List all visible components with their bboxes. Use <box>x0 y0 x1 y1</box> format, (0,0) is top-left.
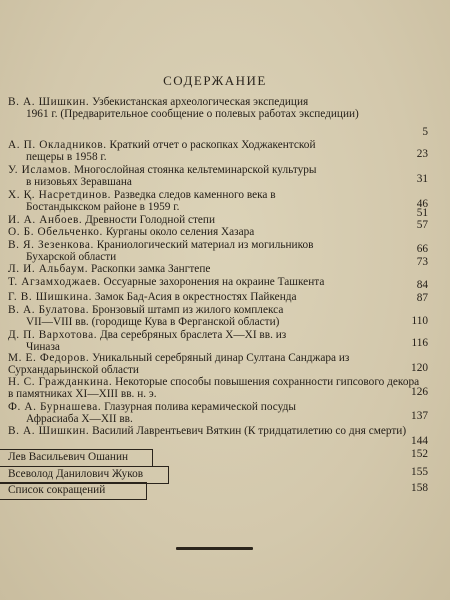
toc-author: И. А. Анбоев. <box>8 214 83 226</box>
toc-title-continued: Чиназа <box>26 341 60 354</box>
toc-page-number: 144 <box>411 435 428 447</box>
toc-page-number: 110 <box>411 315 428 327</box>
toc-author: Т. Агзамходжаев. <box>8 276 101 288</box>
toc-title: Два серебряных браслета Х—XI вв. из <box>99 329 287 341</box>
toc-entry-text <box>8 291 420 303</box>
toc-author: В. Я. Зезенкова. <box>8 239 94 251</box>
toc-author: О. Б. Обельченко. <box>8 226 103 238</box>
toc-page-number: 152 <box>411 448 428 460</box>
toc-title-continued: VII—VIII вв. (городище Кува в Ферганской области) <box>26 316 280 329</box>
page-heading: СОДЕРЖАНИЕ <box>163 73 267 88</box>
toc-title: Краткий отчет о раскопках Ходжакентской <box>109 139 316 151</box>
toc-title-continued: пещеры в 1958 г. <box>26 151 107 164</box>
toc-page-number: 51 <box>416 207 428 219</box>
toc-entry-text <box>8 96 420 121</box>
toc-entry-text <box>8 376 420 401</box>
toc-title: Всеволод Данилович Жуков <box>8 468 144 480</box>
end-rule <box>176 547 253 550</box>
toc-title-continued: Бухарской области <box>26 251 117 264</box>
toc-entry-text <box>8 425 420 437</box>
toc-entry-text <box>8 214 420 226</box>
toc-author: М. Е. Федоров. <box>8 352 90 364</box>
toc-page-number: 57 <box>416 219 428 231</box>
toc-author: Д. П. Вархотова. <box>8 329 98 341</box>
toc-title-continued: Афрасиаба Х—XII вв. <box>26 413 133 426</box>
toc-page-number: 137 <box>411 410 428 422</box>
toc-entry-text <box>8 263 420 275</box>
toc-entry-text <box>8 189 420 214</box>
toc-title-continued: в низовьях Зеравшана <box>26 176 132 189</box>
toc-entry-text <box>8 239 420 264</box>
toc-entry-text <box>8 329 420 354</box>
toc-author: А. П. Окладников. <box>8 139 107 151</box>
toc-entry-text <box>8 276 420 288</box>
toc-title: Многослойная стоянка кельтеминарской культуры <box>74 164 317 176</box>
toc-entry-frame <box>0 449 153 467</box>
toc-title: Лев Васильевич Ошанин <box>8 451 129 463</box>
toc-title: Раскопки замка Зангтепе <box>90 263 211 275</box>
toc-title: Бронзовый штамп из жилого комплекса <box>92 304 284 316</box>
toc-author: В. А. Булатова. <box>8 304 90 316</box>
toc-title: Разведка следов каменного века в <box>113 189 276 201</box>
toc-author: Л. И. Альбаум. <box>8 263 89 275</box>
toc-title: Курганы около селения Хазара <box>105 226 255 238</box>
toc-title: Древности Голодной степи <box>85 214 216 226</box>
toc-page-number: 46 <box>416 198 428 210</box>
toc-title: Краниологический материал из могильников <box>96 239 314 251</box>
toc-title: Глазурная полива керамической посуды <box>104 401 296 413</box>
toc-entry-text <box>8 304 420 329</box>
toc-page-number: 31 <box>416 173 428 185</box>
toc-page-number: 158 <box>411 482 428 494</box>
toc-entry-text <box>8 139 420 164</box>
toc-title: Некоторые способы повышения сохранности гипсового декора в памятниках XI—XIII вв. н. э. <box>8 376 420 401</box>
toc-entry-text <box>8 352 420 377</box>
toc-page-number: 87 <box>416 292 428 304</box>
toc-page-number: 73 <box>416 256 428 268</box>
toc-author: В. А. Шишкин. <box>8 96 90 108</box>
toc-page-number: 120 <box>411 362 428 374</box>
toc-page-number: 23 <box>416 148 428 160</box>
toc-author: Ф. А. Бурнашева. <box>8 401 102 413</box>
toc-title: Замок Бад-Асия в окрестностях Пайкенда <box>94 291 297 303</box>
toc-author: В. А. Шишкин. <box>8 425 90 437</box>
toc-author: Н. С. Гражданкина. <box>8 376 113 388</box>
toc-title: Узбекистанская археологическая экспедиция <box>92 96 309 108</box>
toc-page-number: 126 <box>411 386 428 398</box>
toc-page-number: 116 <box>411 337 428 349</box>
toc-title: Список сокращений <box>8 484 106 496</box>
toc-page-number: 5 <box>422 126 428 138</box>
toc-title-continued: 1961 г. (Предварительное сообщение о полевых работах экспедиции) <box>26 108 359 121</box>
toc-title: Василий Лаврентьевич Вяткин (К тридцатилетию со дня смерти) <box>92 425 407 437</box>
toc-author: Г. В. Шишкина. <box>8 291 93 303</box>
toc-entry-text <box>8 164 420 189</box>
toc-title-continued: Бостандыкском районе в 1959 г. <box>26 201 180 214</box>
toc-author: У. Исламов. <box>8 164 72 176</box>
toc-title: Оссуарные захоронения на окраине Ташкента <box>103 276 325 288</box>
toc-entry-frame <box>0 482 147 500</box>
toc-entry-text <box>8 226 420 238</box>
toc-page-number: 155 <box>411 466 428 478</box>
toc-page-number: 66 <box>416 243 428 255</box>
toc-title: Уникальный серебряный динар Султана Санджара из Сурхандарьинской области <box>8 352 350 377</box>
toc-entry-text <box>8 401 420 426</box>
toc-page-number: 84 <box>416 279 428 291</box>
toc-author: Х. Қ. Насретдинов. <box>8 189 112 201</box>
